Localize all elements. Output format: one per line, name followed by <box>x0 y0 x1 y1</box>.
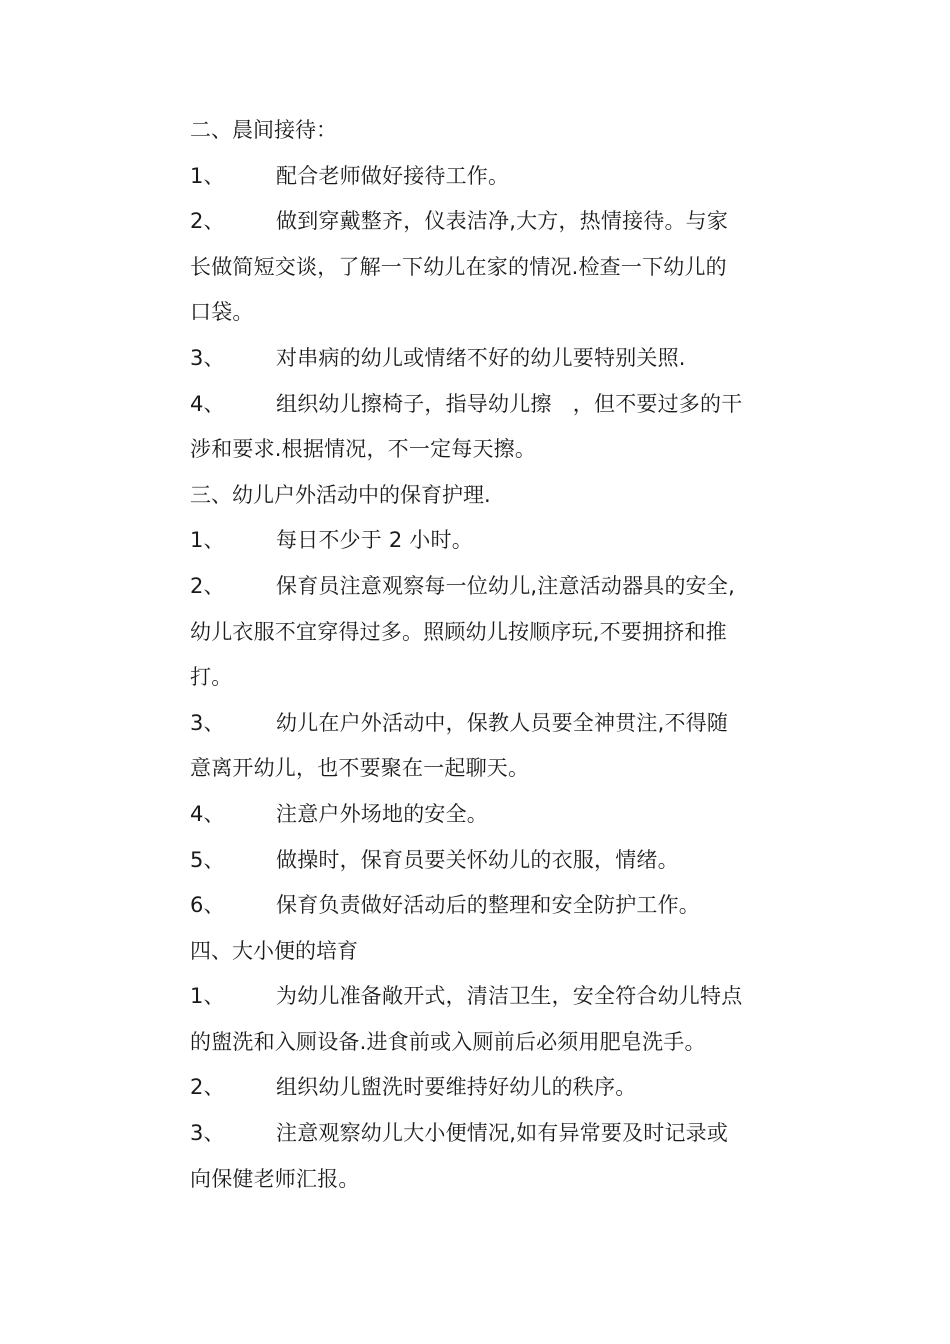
list-item <box>190 199 810 336</box>
item-text: 做操时，保育员要关怀幼儿的衣服，情绪。 <box>276 847 679 872</box>
item-text-continued: 长做简短交谈，了解一下幼儿在家的情况.检查一下幼儿的 <box>190 254 727 279</box>
item-text-continued: 涉和要求.根据情况，不一定每天擦。 <box>190 437 537 462</box>
list-item <box>190 518 810 564</box>
item-text: 注意户外场地的安全。 <box>276 801 488 826</box>
item-number: 5、 <box>190 847 225 872</box>
item-text: 配合老师做好接待工作。 <box>276 163 510 188</box>
section-outdoor-activity <box>190 473 810 929</box>
item-text: 做到穿戴整齐，仪表洁净,大方，热情接待。与家 <box>276 209 729 234</box>
section-morning-reception <box>190 108 810 473</box>
item-number: 3、 <box>190 345 225 370</box>
item-number: 4、 <box>190 801 225 826</box>
item-number: 2、 <box>190 209 225 234</box>
document-page <box>190 108 810 1202</box>
item-number: 4、 <box>190 391 225 416</box>
list-item <box>190 1065 810 1111</box>
item-text: 组织幼儿盥洗时要维持好幼儿的秩序。 <box>276 1075 637 1100</box>
item-text-continued: 打。 <box>190 665 233 690</box>
item-text-continued: 口袋。 <box>190 300 254 325</box>
list-item <box>190 1111 810 1202</box>
list-item <box>190 382 810 473</box>
list-item <box>190 336 810 382</box>
section-heading: 四、大小便的培育 <box>190 938 358 963</box>
item-text-continued: 幼儿衣服不宜穿得过多。照顾幼儿按顺序玩,不要拥挤和推 <box>190 619 727 644</box>
item-number: 2、 <box>190 1075 225 1100</box>
list-item <box>190 701 810 792</box>
list-item <box>190 792 810 838</box>
item-number: 2、 <box>190 573 225 598</box>
item-number: 1、 <box>190 163 225 188</box>
item-number: 3、 <box>190 1121 225 1146</box>
item-number: 1、 <box>190 528 225 553</box>
section-heading: 三、幼儿户外活动中的保育护理. <box>190 482 491 507</box>
item-text: 注意观察幼儿大小便情况,如有异常要及时记录或 <box>276 1121 729 1146</box>
list-item <box>190 154 810 200</box>
item-number: 6、 <box>190 893 225 918</box>
item-text: 对串病的幼儿或情绪不好的幼儿要特别关照. <box>276 345 686 370</box>
section-toileting <box>190 929 810 1203</box>
list-item <box>190 564 810 701</box>
item-number: 1、 <box>190 984 225 1009</box>
item-text: 保育负责做好活动后的整理和安全防护工作。 <box>276 893 700 918</box>
section-heading: 二、晨间接待： <box>190 118 337 142</box>
item-text: 组织幼儿擦椅子，指导幼儿擦 ，但不要过多的干 <box>276 391 743 416</box>
item-text-continued: 向保健老师汇报。 <box>190 1166 360 1191</box>
item-text: 每日不少于 2 小时。 <box>276 528 473 553</box>
item-number: 3、 <box>190 710 225 735</box>
item-text-continued: 意离开幼儿，也不要聚在一起聊天。 <box>190 756 530 781</box>
item-text: 幼儿在户外活动中，保教人员要全神贯注,不得随 <box>276 710 729 735</box>
item-text: 为幼儿准备敞开式，清洁卫生，安全符合幼儿特点 <box>276 984 743 1009</box>
list-item <box>190 974 810 1065</box>
list-item <box>190 838 810 884</box>
item-text-continued: 的盥洗和入厕设备.进食前或入厕前后必须用肥皂洗手。 <box>190 1029 706 1054</box>
list-item <box>190 883 810 929</box>
item-text: 保育员注意观察每一位幼儿,注意活动器具的安全, <box>276 573 735 598</box>
